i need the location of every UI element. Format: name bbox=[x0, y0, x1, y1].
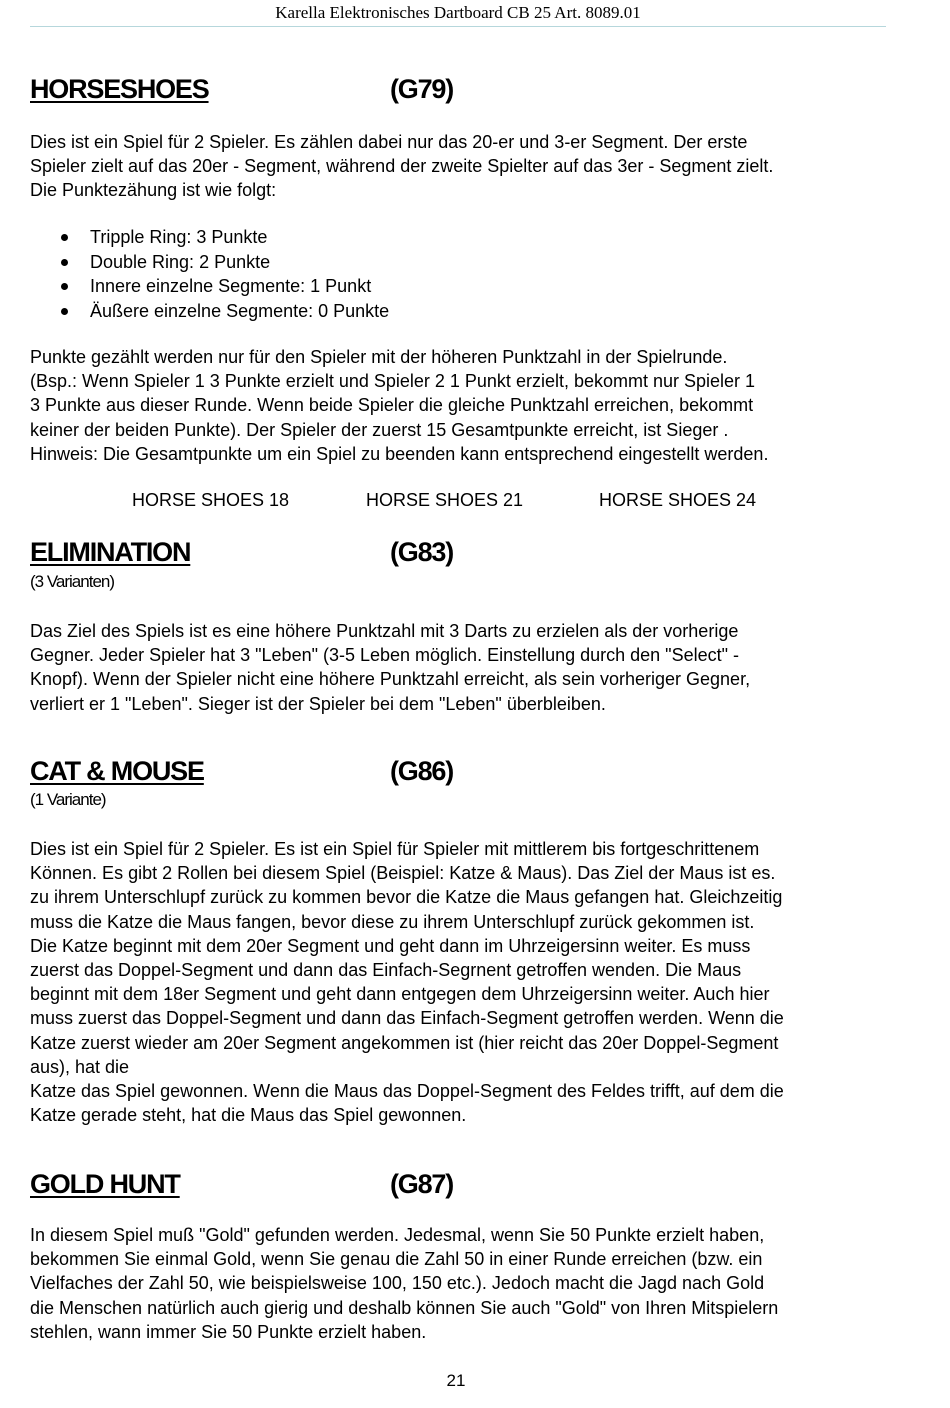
elimination-code: (G83) bbox=[390, 537, 454, 567]
text-line: Knopf). Wenn der Spieler nicht eine höhere Punktzahl erreicht, als sein vorheriger Gegner, bbox=[30, 669, 751, 690]
text-line: muss zuerst das Doppel-Segment und dann das Einfach-Segment getroffen werden. Wenn die bbox=[30, 1008, 784, 1029]
horseshoes-title: HORSESHOES bbox=[30, 74, 209, 104]
text-line: Vielfaches der Zahl 50, wie beispielsweise 100, 150 etc.). Jedoch macht die Jagd nach Gold bbox=[30, 1273, 765, 1294]
text-line: Gegner. Jeder Spieler hat 3 "Leben" (3-5 Leben möglich. Einstellung durch den "Select" - bbox=[30, 645, 739, 666]
list-item-text: Äußere einzelne Segmente: 0 Punkte bbox=[90, 300, 390, 321]
cat-mouse-code: (G86) bbox=[390, 756, 454, 786]
text-line: Katze das Spiel gewonnen. Wenn die Maus das Doppel-Segment des Feldes trifft, auf dem die bbox=[30, 1081, 784, 1102]
list-item bbox=[30, 250, 630, 275]
text-line: muss die Katze die Maus fangen, bevor diese zu ihrem Unterschlupf zurück gekommen ist. bbox=[30, 911, 755, 932]
text-line: In diesem Spiel muß "Gold" gefunden werden. Jedesmal, wenn Sie 50 Punkte erzielt haben, bbox=[30, 1225, 765, 1245]
text-line: Hinweis: Die Gesamtpunkte um ein Spiel zu beenden kann entsprechend eingestellt werden. bbox=[30, 443, 769, 464]
text-line: Die Katze beginnt mit dem 20er Segment und geht dann im Uhrzeigersinn weiter. Es muss bbox=[30, 935, 751, 956]
list-item-text: Innere einzelne Segmente: 1 Punkt bbox=[90, 276, 372, 297]
horseshoes-intro bbox=[30, 130, 900, 203]
bullet-icon bbox=[61, 283, 68, 290]
elimination-body bbox=[30, 619, 900, 716]
text-line: aus), hat die bbox=[30, 1056, 130, 1077]
variant-horseshoes-21: HORSE SHOES 21 bbox=[366, 490, 524, 510]
scoring-list bbox=[30, 225, 630, 323]
text-line: zu ihrem Unterschlupf zurück zu kommen bevor die Katze die Maus gefangen hat. Gleichzeitig bbox=[30, 887, 783, 908]
page-header: Karella Elektronisches Dartboard CB 25 Art. 8089.01 bbox=[275, 3, 641, 22]
text-line: Das Ziel des Spiels ist es eine höhere Punktzahl mit 3 Darts zu erzielen als der vorherige bbox=[30, 621, 739, 641]
cat-mouse-body bbox=[30, 837, 900, 1127]
variant-horseshoes-24: HORSE SHOES 24 bbox=[599, 490, 757, 510]
list-item-text: Tripple Ring: 3 Punkte bbox=[90, 227, 268, 247]
text-line: die Menschen natürlich auch gierig und deshalb können Sie auch "Gold" von Ihren Mitspielern bbox=[30, 1297, 779, 1318]
list-item-text: Double Ring: 2 Punkte bbox=[90, 251, 271, 272]
text-line: Die Punktezähung ist wie folgt: bbox=[30, 180, 277, 201]
list-item bbox=[30, 299, 630, 324]
page-number: 21 bbox=[446, 1371, 466, 1390]
text-line: Spieler zielt auf das 20er - Segment, während der zweite Spielter auf das 3er - Segment zielt. bbox=[30, 156, 774, 177]
elimination-subtitle: (3 Varianten) bbox=[30, 572, 115, 591]
text-line: Dies ist ein Spiel für 2 Spieler. Es zählen dabei nur das 20-er und 3-er Segment. Der erste bbox=[30, 132, 748, 152]
text-line: keiner der beiden Punkte). Der Spieler der zuerst 15 Gesamtpunkte erreicht, ist Sieger . bbox=[30, 419, 729, 440]
list-item bbox=[30, 225, 630, 250]
header-divider bbox=[30, 26, 886, 27]
text-line: Können. Es gibt 2 Rollen bei diesem Spiel (Beispiel: Katze & Maus). Das Ziel der Maus ist es. bbox=[30, 863, 776, 884]
text-line: 3 Punkte aus dieser Runde. Wenn beide Spieler die gleiche Punktzahl erreichen, bekommt bbox=[30, 395, 754, 416]
text-line: (Bsp.: Wenn Spieler 1 3 Punkte erzielt und Spieler 2 1 Punkt erzielt, bekommt nur Spieler 1 bbox=[30, 371, 756, 392]
bullet-icon bbox=[61, 259, 68, 266]
gold-hunt-title: GOLD HUNT bbox=[30, 1169, 180, 1199]
text-line: Katze gerade steht, hat die Maus das Spiel gewonnen. bbox=[30, 1105, 467, 1126]
elimination-title: ELIMINATION bbox=[30, 537, 191, 567]
variant-horseshoes-18: HORSE SHOES 18 bbox=[132, 490, 290, 510]
text-line: zuerst das Doppel-Segment und dann das Einfach-Segrnent getroffen wenden. Die Maus bbox=[30, 960, 742, 981]
horseshoes-details bbox=[30, 345, 900, 466]
text-line: verliert er 1 "Leben". Sieger ist der Spieler bei dem "Leben" überbleiben. bbox=[30, 693, 606, 714]
list-item bbox=[30, 274, 630, 299]
text-line: Katze zuerst wieder am 20er Segment angekommen ist (hier reicht das 20er Doppel-Segment bbox=[30, 1032, 779, 1053]
text-line: stehlen, wann immer Sie 50 Punkte erzielt haben. bbox=[30, 1321, 427, 1342]
text-line: beginnt mit dem 18er Segment und geht dann entgegen dem Uhrzeigersinn weiter. Auch hier bbox=[30, 984, 770, 1005]
horseshoes-code: (G79) bbox=[390, 74, 454, 104]
gold-hunt-code: (G87) bbox=[390, 1169, 454, 1199]
cat-mouse-title: CAT & MOUSE bbox=[30, 756, 204, 786]
cat-mouse-subtitle: (1 Variante) bbox=[30, 790, 106, 809]
bullet-icon bbox=[61, 308, 68, 315]
gold-hunt-body bbox=[30, 1223, 900, 1344]
text-line: Punkte gezählt werden nur für den Spieler mit der höheren Punktzahl in der Spielrunde. bbox=[30, 347, 728, 367]
text-line: Dies ist ein Spiel für 2 Spieler. Es ist ein Spiel für Spieler mit mittlerem bis fortgeschrittenem bbox=[30, 839, 760, 859]
bullet-icon bbox=[61, 234, 68, 241]
text-line: bekommen Sie einmal Gold, wenn Sie genau die Zahl 50 in einer Runde erreichen (bzw. ein bbox=[30, 1249, 763, 1270]
